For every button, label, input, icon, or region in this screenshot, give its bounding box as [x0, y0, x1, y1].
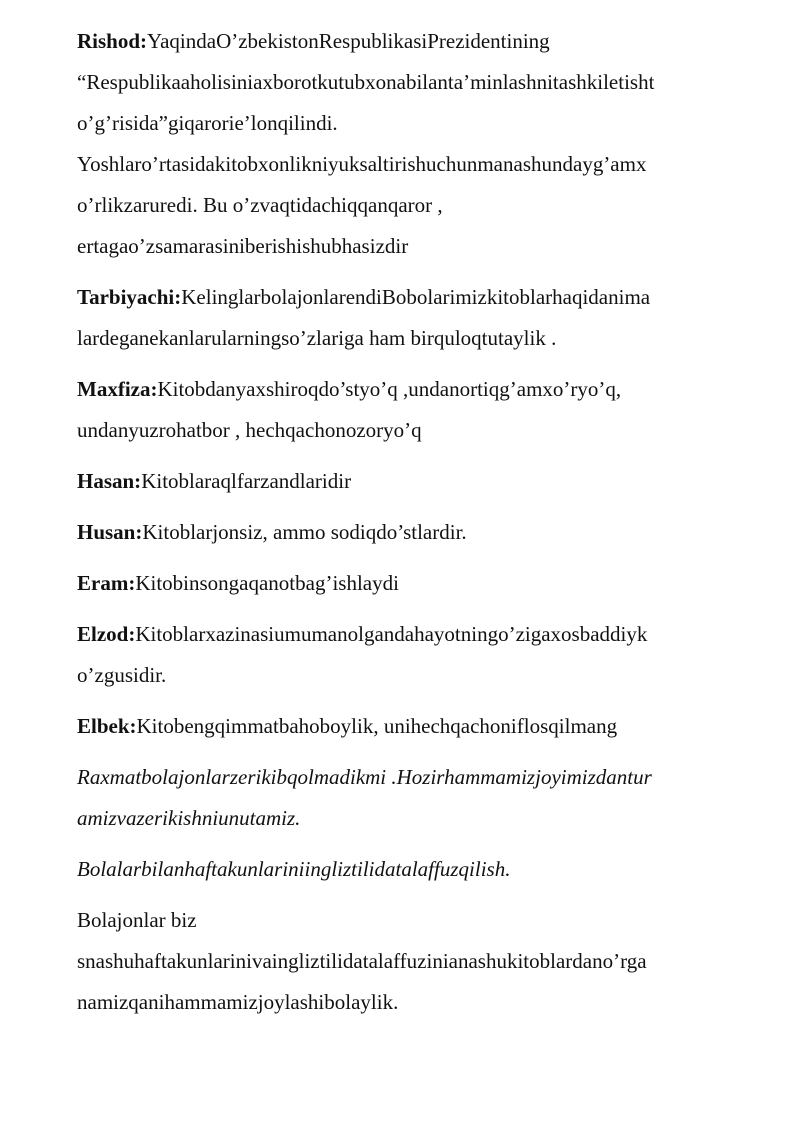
paragraph-word: Kitobdanyaxshiroqdo’styo’q: [157, 377, 398, 401]
paragraph-word: Bu: [202, 193, 228, 217]
paragraph-text: Kitoblarjonsiz, ammo sodiqdo’stlardir.: [142, 520, 467, 544]
italic-paragraph: [77, 849, 742, 890]
justified-line: [77, 185, 742, 226]
paragraph-text: o’g’risida”giqarorie’lonqilindi.: [77, 111, 338, 135]
paragraph-text: Kitobengqimmatbahoboylik, unihechqachoniflosqilmang: [136, 714, 618, 738]
paragraph-maxfiza: [77, 369, 742, 451]
paragraph-text: “Respublikaaholisiniaxborotkutubxonabilanta’minlashnitashkiletisht: [77, 70, 655, 94]
paragraph-elbek: [77, 706, 742, 747]
closing-paragraph: [77, 900, 742, 1023]
paragraph-husan: [77, 512, 742, 553]
paragraph-word: o’zvaqtidachiqqanqaror: [232, 193, 433, 217]
paragraph-text: Bolalarbilanhaftakunlariniingliztilidatalaffuzqilish.: [77, 857, 511, 881]
speaker-name: Maxfiza:: [77, 377, 158, 401]
paragraph-text: undanyuzrohatbor , hechqachonozoryo’q: [77, 418, 422, 442]
paragraph-text: namizqanihammamizjoylashibolaylik.: [77, 990, 399, 1014]
speaker-name: Husan:: [77, 520, 143, 544]
paragraph-hasan: [77, 461, 742, 502]
justified-line: [77, 900, 742, 941]
paragraph-word: ,: [437, 193, 443, 217]
speaker-name: Hasan:: [77, 469, 142, 493]
paragraph-text: Yoshlaro’rtasidakitobxonlikniyuksaltirishuchunmanashundayg’amx: [77, 152, 647, 176]
paragraph-tarbiyachi: [77, 277, 742, 359]
paragraph-text: lardeganekanlarularningso’zlariga ham birquloqtutaylik .: [77, 326, 557, 350]
paragraph-word: Bolajonlar: [77, 908, 166, 932]
paragraph-eram: [77, 563, 742, 604]
paragraph-text: snashuhaftakunlarinivaingliztilidatalaffuzinianashukitoblardano’rga: [77, 949, 647, 973]
paragraph-text: ertagao’zsamarasiniberishishubhasizdir: [77, 234, 409, 258]
paragraph-elzod: [77, 614, 742, 696]
paragraph-text: o’zgusidir.: [77, 663, 167, 687]
speaker-name: Rishod:: [77, 29, 148, 53]
italic-paragraph: [77, 757, 742, 839]
document-page: [77, 21, 742, 1033]
speaker-name: Tarbiyachi:: [77, 285, 182, 309]
paragraph-word: ,undanortiqg’amxo’ryo’q,: [403, 377, 622, 401]
paragraph-text: Kitoblaraqlfarzandlaridir: [141, 469, 352, 493]
speaker-name: Elbek:: [77, 714, 137, 738]
paragraph-text: Kitobinsongaqanotbag’ishlaydi: [135, 571, 399, 595]
paragraph-text: amizvazerikishniunutamiz.: [77, 806, 301, 830]
paragraph-text: YaqindaO’zbekistonRespublikasiPrezidentining: [147, 29, 550, 53]
paragraph-text: Kitoblarxazinasiumumanolgandahayotningo’zigaxosbaddiyk: [135, 622, 648, 646]
justified-line: [77, 369, 742, 410]
paragraph-word: biz: [170, 908, 197, 932]
paragraph-text: KelinglarbolajonlarendiBobolarimizkitoblarhaqidanima: [181, 285, 651, 309]
paragraph-rishod: [77, 21, 742, 267]
paragraph-text: Raxmatbolajonlarzerikibqolmadikmi .Hozirhammamizjoyimizdantur: [77, 765, 652, 789]
speaker-name: Elzod:: [77, 622, 136, 646]
speaker-name: Eram:: [77, 571, 136, 595]
paragraph-word: o’rlikzaruredi.: [77, 193, 198, 217]
